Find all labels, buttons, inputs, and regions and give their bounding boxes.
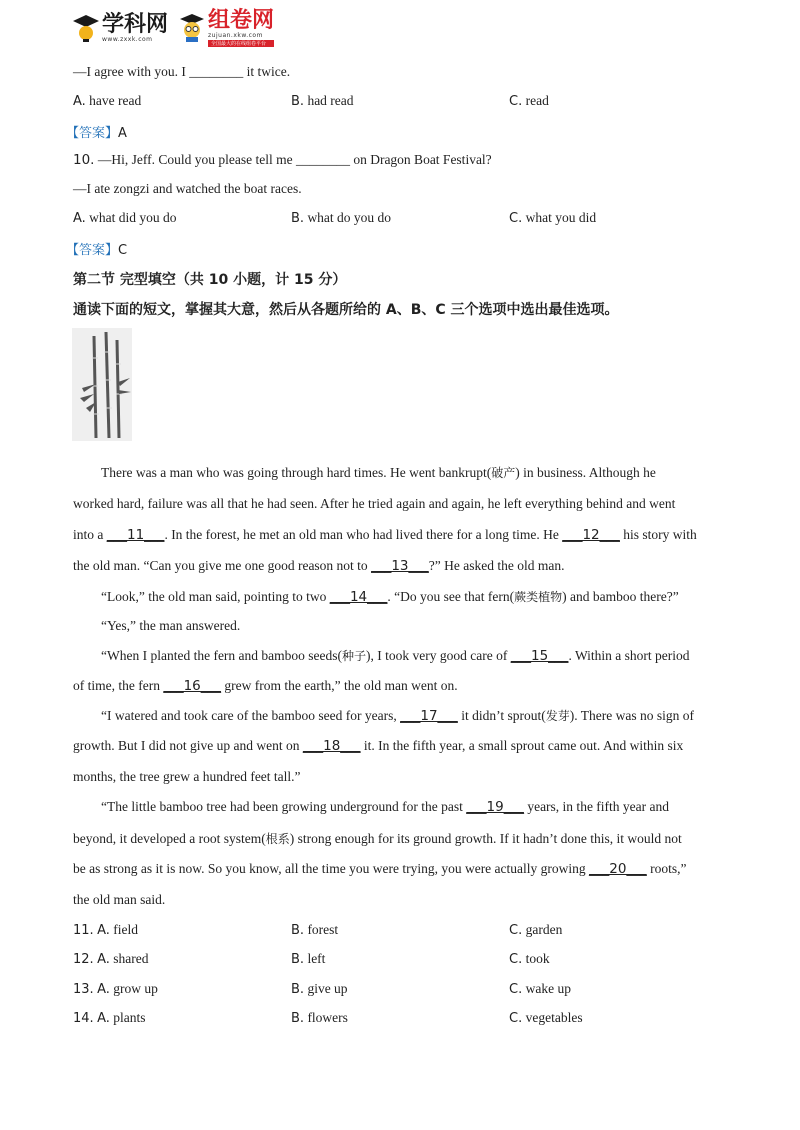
blank-15: ___15___ xyxy=(510,648,569,664)
zujuan-logo-tagline: 全国最大的在线组卷平台 xyxy=(208,40,274,47)
passage-text: “The little bamboo tree had been growing underground for the past xyxy=(101,799,467,814)
passage-p5-line3: months, the tree grew a hundred feet tall.” xyxy=(73,769,301,784)
option-label: C. xyxy=(509,923,523,938)
option-label: B. xyxy=(291,211,305,226)
option-label: B. xyxy=(291,94,305,109)
q11-option-c xyxy=(509,922,562,938)
option-label: A. xyxy=(73,211,86,226)
passage-p4-line2 xyxy=(73,678,733,694)
header-logos xyxy=(72,7,275,47)
passage-text: grew from the earth,” the old man went on. xyxy=(221,678,458,693)
student-mascot-icon xyxy=(178,13,206,43)
option-label: C. xyxy=(509,952,523,967)
question-number: 13. xyxy=(73,982,94,997)
passage-p4-line1 xyxy=(101,647,761,664)
q13-option-c xyxy=(509,981,571,997)
option-label: A. xyxy=(97,923,110,938)
passage-p1-line3 xyxy=(73,527,733,543)
option-label: C. xyxy=(509,1011,523,1026)
passage-text: it. In the fifth year, a small sprout came out. And within six xyxy=(360,738,684,753)
question-number: 11. xyxy=(73,923,94,938)
option-label: A. xyxy=(73,94,86,109)
zxxk-logo-text: 学科网 xyxy=(102,11,169,37)
passage-text: . Within a short period xyxy=(568,648,690,663)
passage-p1-line4 xyxy=(73,558,733,574)
question-number: 14. xyxy=(73,1011,94,1026)
option-text: plants xyxy=(113,1010,146,1025)
q10-reply: —I ate zongzi and watched the boat races. xyxy=(73,181,302,196)
passage-text: ) strong enough for its ground growth. If it hadn’t done this, it would not xyxy=(289,831,682,846)
blank-14: ___14___ xyxy=(329,589,388,605)
bamboo-image xyxy=(72,328,132,441)
option-text: what you did xyxy=(525,210,597,225)
q10-option-b xyxy=(291,210,391,226)
option-label: C. xyxy=(509,211,523,226)
option-label: C. xyxy=(509,982,523,997)
blank-13: ___13___ xyxy=(371,558,429,574)
option-label: B. xyxy=(291,1011,305,1026)
option-label: B. xyxy=(291,923,305,938)
passage-text: years, in the fifth year and xyxy=(523,799,670,814)
q9-option-a xyxy=(73,93,141,109)
q14-option-a xyxy=(73,1010,145,1026)
blank-12: ___12___ xyxy=(562,527,620,543)
passage-text: “When I planted the fern and bamboo seeds( xyxy=(101,648,343,663)
passage-text: “I watered and took care of the bamboo seed for years, xyxy=(101,708,401,723)
q10-stem: —Hi, Jeff. Could you please tell me ________ on Dragon Boat Festival? xyxy=(97,152,492,167)
q14-option-c xyxy=(509,1010,583,1026)
answer-label: 【答案】 xyxy=(66,126,119,141)
passage-p6-line1 xyxy=(101,799,761,815)
passage-p1-line2: worked hard, failure was all that he had seen. After he tried again and again, he left everything behind and went xyxy=(73,496,676,511)
passage-cn-gloss: 破产 xyxy=(491,466,516,480)
answer-value: A xyxy=(118,126,127,141)
passage-cn-gloss: 蕨类植物 xyxy=(514,590,563,604)
option-text: flowers xyxy=(307,1010,348,1025)
passage-p1-line1 xyxy=(101,464,761,481)
q12-option-b xyxy=(291,951,325,967)
passage-p5-line1 xyxy=(101,707,761,724)
section-instruction: 通读下面的短文，掌握其大意，然后从各题所给的 A、B、C 三个选项中选出最佳选项。 xyxy=(73,302,619,318)
q10-number: 10. xyxy=(73,152,95,168)
passage-text: growth. But I did not give up and went on xyxy=(73,738,303,753)
passage-text: . “Do you see that fern( xyxy=(387,589,515,604)
option-text: wake up xyxy=(525,981,571,996)
q13-option-b xyxy=(291,981,348,997)
blank-11: ___11___ xyxy=(106,527,165,543)
option-label: A. xyxy=(97,982,110,997)
q9-answer xyxy=(66,122,127,141)
q11-option-a xyxy=(73,922,138,938)
answer-value: C xyxy=(118,243,128,258)
passage-p6-line2 xyxy=(73,830,733,847)
option-text: grow up xyxy=(113,981,158,996)
passage-p2 xyxy=(101,588,761,605)
q14-option-b xyxy=(291,1010,348,1026)
option-text: read xyxy=(525,93,549,108)
option-label: B. xyxy=(291,952,305,967)
passage-text: ), I took very good care of xyxy=(366,648,511,663)
option-text: field xyxy=(113,922,138,937)
graduation-cap-icon xyxy=(72,13,100,43)
option-text: have read xyxy=(89,93,142,108)
q10-option-a xyxy=(73,210,177,226)
passage-text: ) and bamboo there?” xyxy=(562,589,679,604)
q9-stem: —I agree with you. I ________ it twice. xyxy=(73,64,291,79)
answer-label: 【答案】 xyxy=(66,243,119,258)
q11-option-b xyxy=(291,922,338,938)
q10-stem-line xyxy=(73,152,492,168)
q10-option-c xyxy=(509,210,596,226)
option-label: A. xyxy=(97,952,110,967)
passage-text: of time, the fern xyxy=(73,678,164,693)
passage-p3: “Yes,” the man answered. xyxy=(101,618,241,633)
option-label: B. xyxy=(291,982,305,997)
zxxk-logo xyxy=(72,13,168,43)
passage-p6-line3 xyxy=(73,861,733,877)
option-text: had read xyxy=(307,93,354,108)
passage-text: his story with xyxy=(619,527,697,542)
passage-p5-line2 xyxy=(73,738,733,754)
question-number: 12. xyxy=(73,952,94,967)
passage-cn-gloss: 根系 xyxy=(265,832,290,846)
passage-cn-gloss: 种子 xyxy=(342,649,367,663)
blank-16: ___16___ xyxy=(163,678,222,694)
q12-option-c xyxy=(509,951,550,967)
option-text: vegetables xyxy=(525,1010,583,1025)
passage-cn-gloss: 发芽 xyxy=(545,709,570,723)
q12-option-a xyxy=(73,951,148,967)
passage-p6-line4: the old man said. xyxy=(73,892,166,907)
passage-text: be as strong as it is now. So you know, all the time you were trying, you were actually growing xyxy=(73,861,590,876)
blank-19: ___19___ xyxy=(466,799,524,815)
option-text: left xyxy=(307,951,326,966)
q13-option-a xyxy=(73,981,158,997)
passage-text: roots,” xyxy=(646,861,687,876)
passage-text: into a xyxy=(73,527,107,542)
passage-text: beyond, it developed a root system( xyxy=(73,831,266,846)
passage-text: There was a man who was going through hard times. He went bankrupt( xyxy=(101,465,492,480)
q10-answer xyxy=(66,239,127,258)
option-text: took xyxy=(525,951,550,966)
option-text: garden xyxy=(525,922,563,937)
blank-20: ___20___ xyxy=(589,861,647,877)
q9-option-c xyxy=(509,93,549,109)
section-title: 第二节 完型填空（共 10 小题，计 15 分） xyxy=(73,272,347,288)
option-label: A. xyxy=(97,1011,110,1026)
zujuan-logo-url: zujuan.xkw.com xyxy=(208,31,263,39)
zujuan-logo xyxy=(178,7,275,47)
option-text: give up xyxy=(307,981,348,996)
zxxk-logo-url: www.zxxk.com xyxy=(102,35,153,43)
passage-text: ?” He asked the old man. xyxy=(428,558,565,573)
blank-17: ___17___ xyxy=(400,708,458,724)
option-text: what did you do xyxy=(89,210,177,225)
q9-option-b xyxy=(291,93,354,109)
passage-text: it didn’t sprout( xyxy=(457,708,546,723)
passage-text: . In the forest, he met an old man who had lived there for a long time. He xyxy=(164,527,563,542)
option-text: forest xyxy=(307,922,339,937)
passage-text: ) in business. Although he xyxy=(515,465,656,480)
option-text: what do you do xyxy=(307,210,392,225)
option-label: C. xyxy=(509,94,523,109)
passage-text: the old man. “Can you give me one good reason not to xyxy=(73,558,372,573)
option-text: shared xyxy=(113,951,149,966)
blank-18: ___18___ xyxy=(302,738,361,754)
zujuan-logo-text: 组卷网 xyxy=(208,7,275,33)
passage-text: ). There was no sign of xyxy=(569,708,694,723)
passage-text: “Look,” the old man said, pointing to two xyxy=(101,589,330,604)
